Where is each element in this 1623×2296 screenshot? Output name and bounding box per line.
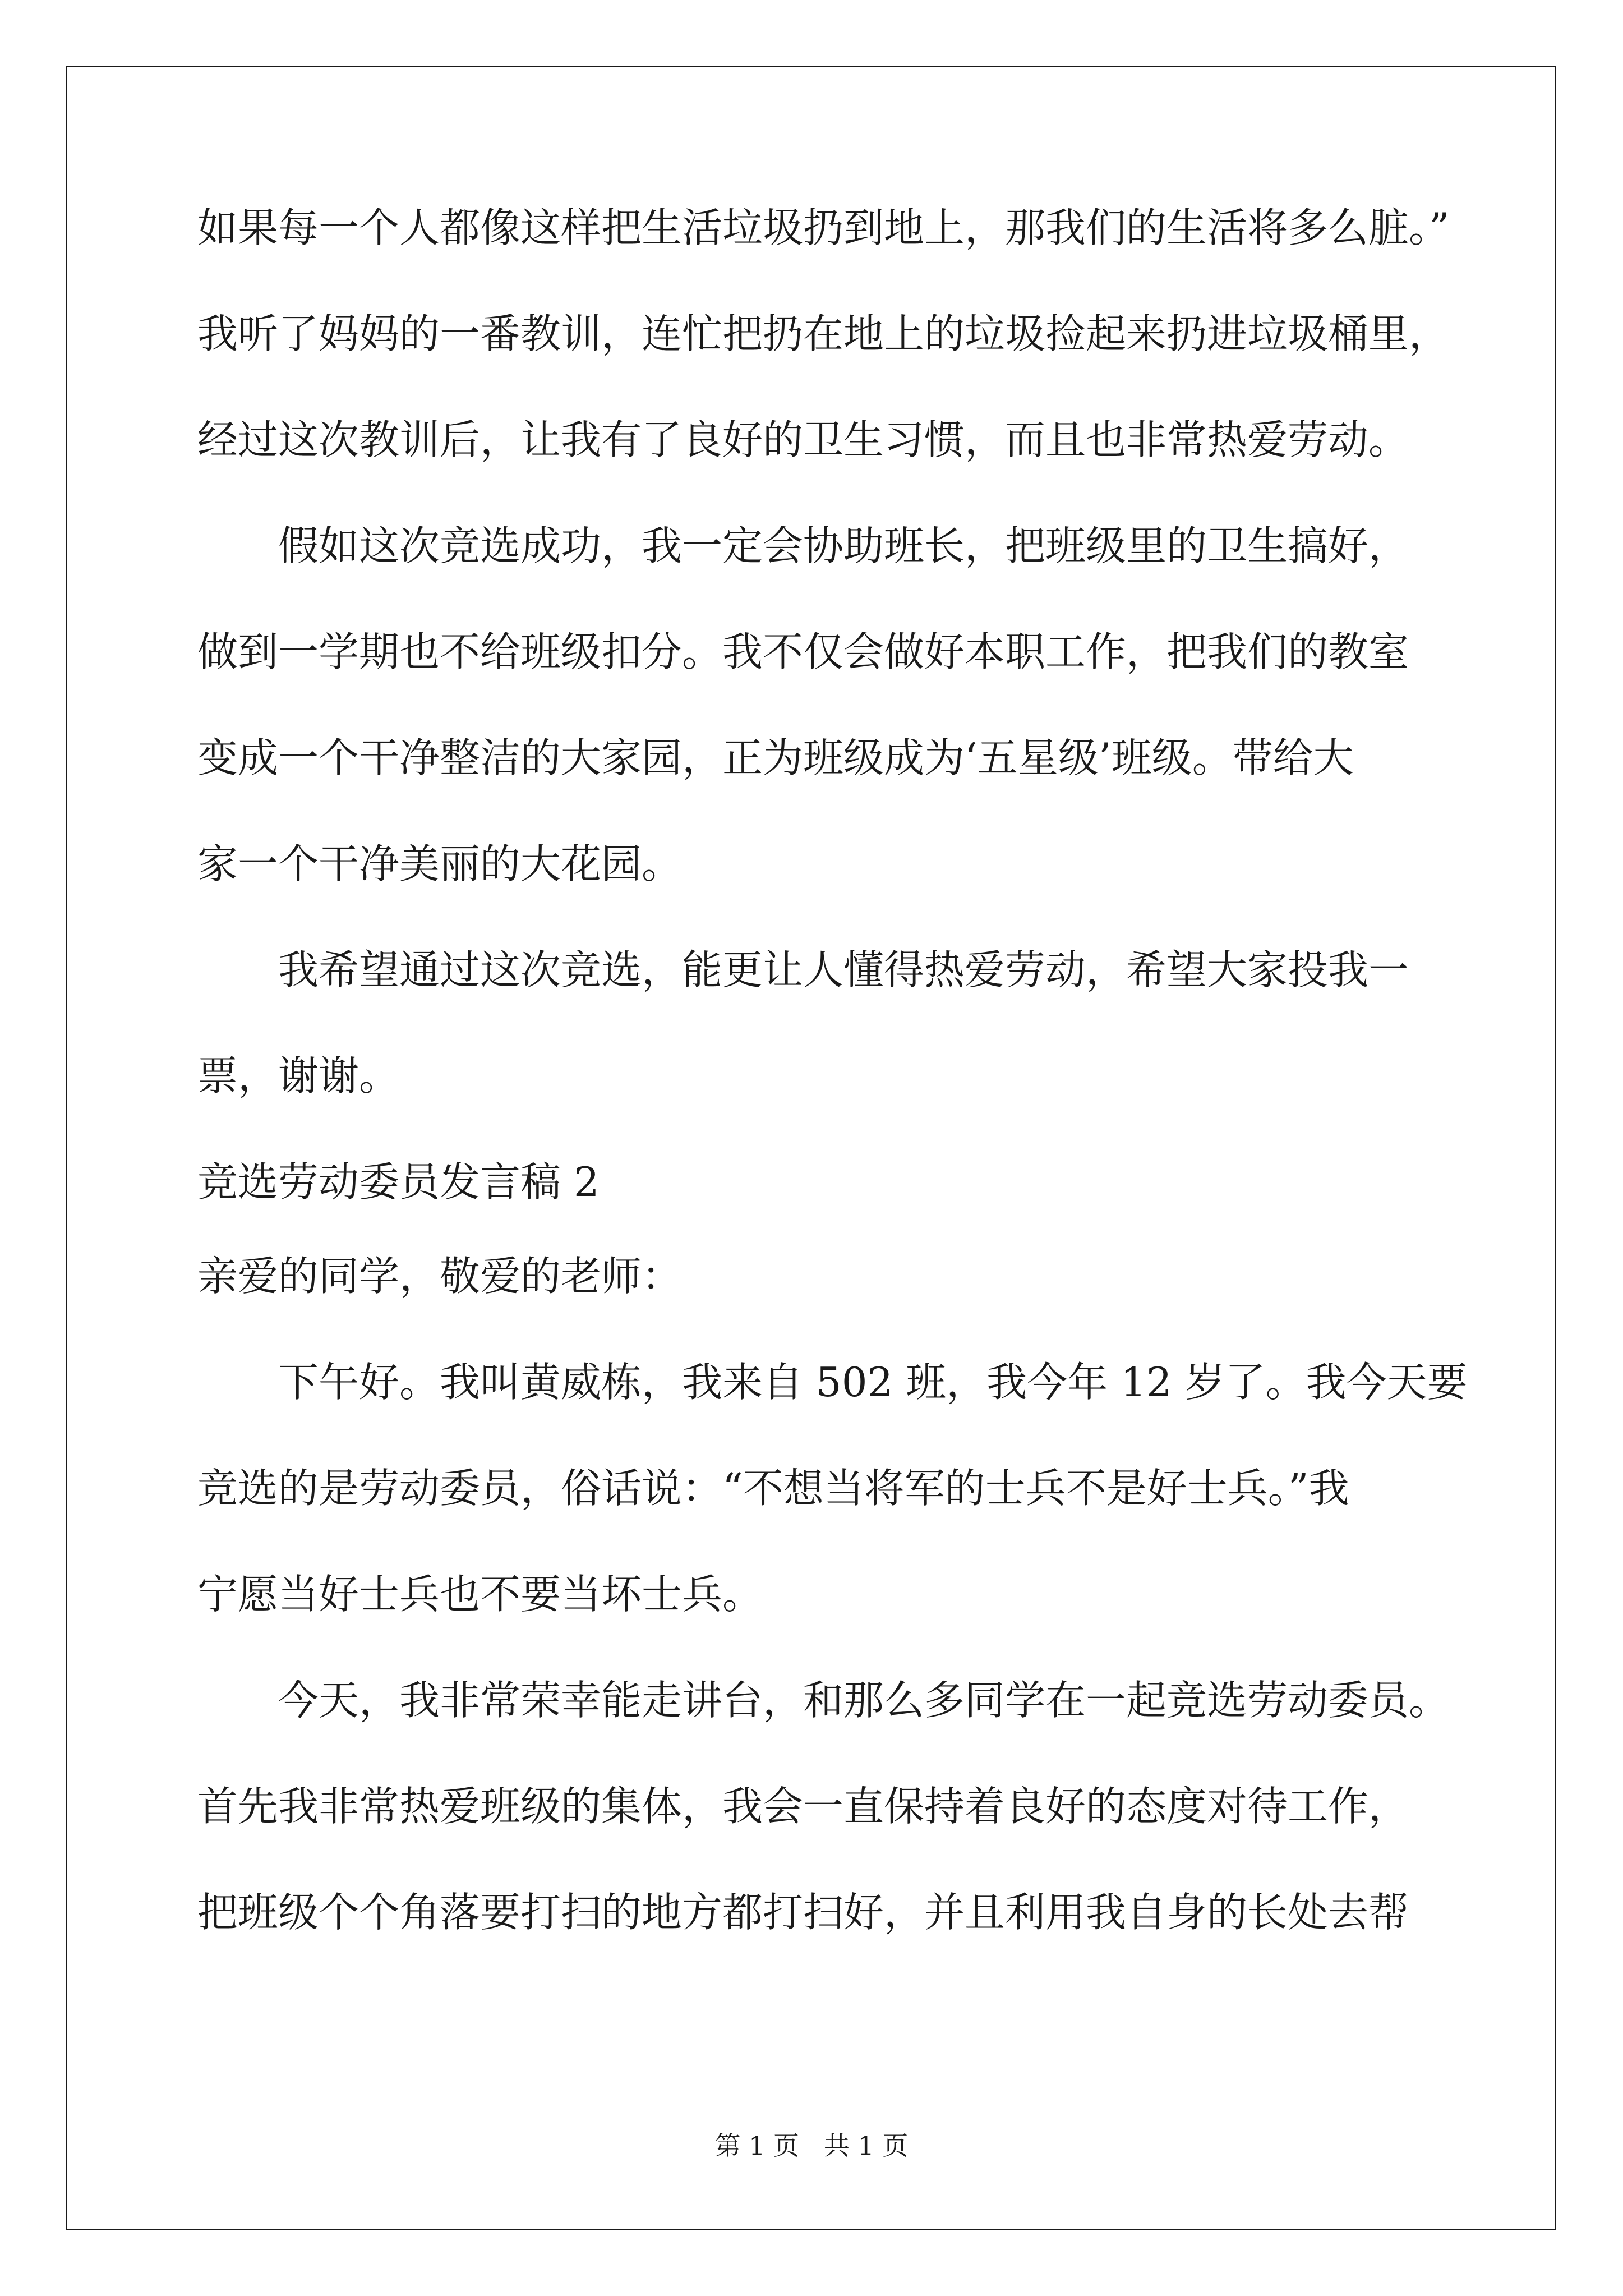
page-number-footer: 第 1 页 共 1 页 <box>714 2131 909 2161</box>
text-line: 今天，我非常荣幸能走讲台，和那么多同学在一起竞选劳动委员。 <box>278 1677 1450 1724</box>
text-line: 竞选的是劳动委员，俗话说：“不想当将军的士兵不是好士兵。”我 <box>197 1465 1349 1512</box>
text-line: 变成一个干净整洁的大家园，正为班级成为‘五星级’班级。带给大 <box>197 734 1354 781</box>
text-line: 假如这次竞选成功，我一定会协助班长，把班级里的卫生搞好， <box>278 522 1409 569</box>
text-line: 首先我非常热爱班级的集体，我会一直保持着良好的态度对待工作， <box>197 1783 1409 1830</box>
text-line: 做到一学期也不给班级扣分。我不仅会做好本职工作，把我们的教室 <box>197 628 1409 675</box>
section-title: 竞选劳动委员发言稿 2 <box>197 1158 600 1205</box>
text-line: 我听了妈妈的一番教训，连忙把扔在地上的垃圾捡起来扔进垃圾桶里， <box>197 310 1450 357</box>
text-line: 我希望通过这次竞选，能更让人懂得热爱劳动，希望大家投我一 <box>278 946 1409 993</box>
text-line: 下午好。我叫黄威栋，我来自 502 班，我今年 12 岁了。我今天要 <box>278 1359 1468 1406</box>
text-line: 票，谢谢。 <box>197 1052 400 1099</box>
salutation: 亲爱的同学，敬爱的老师： <box>197 1253 683 1300</box>
text-line: 宁愿当好士兵也不要当坏士兵。 <box>197 1571 763 1618</box>
document-body <box>197 204 1468 1998</box>
text-line: 经过这次教训后，让我有了良好的卫生习惯，而且也非常热爱劳动。 <box>197 416 1409 463</box>
text-line: 如果每一个人都像这样把生活垃圾扔到地上，那我们的生活将多么脏。” <box>197 204 1450 251</box>
text-line: 家一个干净美丽的大花园。 <box>197 840 683 887</box>
text-line: 把班级个个角落要打扫的地方都打扫好，并且利用我自身的长处去帮 <box>197 1889 1409 1936</box>
